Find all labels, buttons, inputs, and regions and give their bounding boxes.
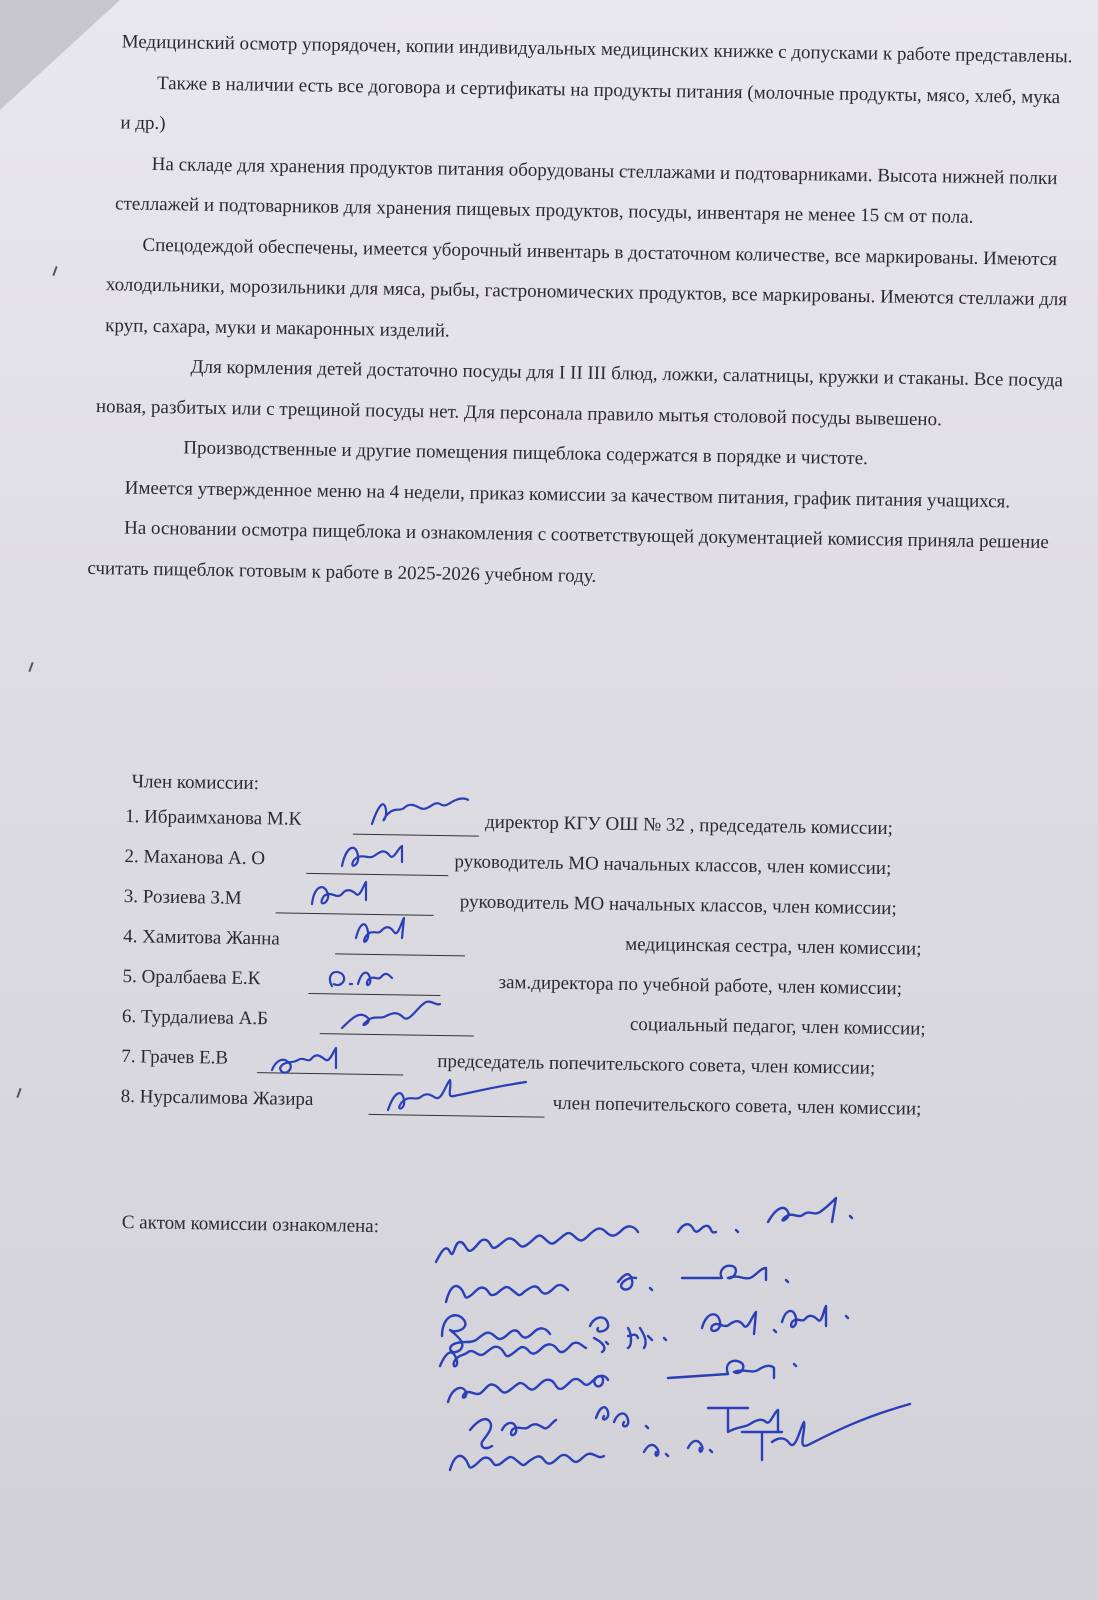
hand-line-6 xyxy=(470,1407,778,1448)
signature-line xyxy=(368,1114,544,1118)
members-heading: Член комиссии: xyxy=(131,771,260,795)
member-role: медицинская сестра, член комиссии; xyxy=(625,933,922,960)
act-body xyxy=(87,22,1076,604)
paragraph-dishes: Для кормления детей достаточно посуды для I II III блюд, ложки, салатницы, кружки и стаканы. Все посуда новая, разбитых или с трещиной посуды нет. Для персонала правило мытья столовой посуды вывешено. xyxy=(95,356,1064,430)
member-name: 5. Оралбаева Е.К xyxy=(122,966,261,990)
acknowledgement-label: С актом комиссии ознакомлена: xyxy=(121,1212,380,1238)
member-name: 3. Розиева З.М xyxy=(123,886,242,909)
hand-line-4 xyxy=(440,1306,848,1366)
member-role: директор КГУ ОШ № 32 , председатель комиссии; xyxy=(484,811,894,840)
signature-line xyxy=(335,953,465,956)
member-name: 7. Грачев Е.В xyxy=(121,1046,229,1069)
member-role: руководитель МО начальных классов, член комиссии; xyxy=(454,851,892,880)
member-name: 2. Маханова А. О xyxy=(124,846,266,870)
member-role: зам.директора по учебной работе, член комиссии; xyxy=(498,971,903,1000)
hand-line-5 xyxy=(448,1361,796,1402)
signature-line xyxy=(257,1072,403,1075)
hand-line-1 xyxy=(436,1198,852,1262)
member-role: председатель попечительского совета, член комиссии; xyxy=(437,1050,876,1079)
hand-line-2 xyxy=(446,1266,788,1302)
scan-speck xyxy=(52,266,57,276)
member-role: член попечительского совета, член комиссии; xyxy=(552,1092,922,1120)
member-name: 1. Ибраимханова М.К xyxy=(124,806,302,830)
paragraph-menu: Имеется утвержденное меню на 4 недели, приказ комиссии за качеством питания, график питания учащихся. xyxy=(124,477,1011,512)
member-role: руководитель МО начальных классов, член комиссии; xyxy=(459,891,897,920)
scan-speck xyxy=(28,662,33,672)
paragraph-decision: На основании осмотра пищеблока и ознакомления с соответствующей документацией комиссия приняла решение считать пищеблок готовым к работе в 2025-2026 учебном году. xyxy=(87,517,1049,587)
scan-speck xyxy=(16,1088,21,1098)
paragraph-contracts: Также в наличии есть все договора и сертификаты на продукты питания (молочные продукты, мясо, хлеб, мука и др.) xyxy=(120,72,1061,135)
signature-line xyxy=(320,1033,474,1036)
signature-line xyxy=(353,834,479,837)
paragraph-storage: На складе для хранения продуктов питания оборудованы стеллажами и подтоварниками. Высота нижней полки стеллажей и подтоварников для хранения пищевых продуктов, посуды, инвентаря не менее 15 см от пола. xyxy=(114,153,1058,228)
commission-members xyxy=(116,762,1022,1140)
paragraph-medical: Медицинский осмотр упорядочен, копии индивидуальных медицинских книжке с допусками к работе представлены. xyxy=(121,31,1073,68)
member-role: социальный педагог, член комиссии; xyxy=(629,1014,926,1040)
paragraph-premises: Производственные и другие помещения пищеблока содержатся в порядке и чистоте. xyxy=(183,437,869,470)
signature-line xyxy=(276,912,434,915)
hand-line-3 xyxy=(442,1312,776,1352)
member-name: 8. Нурсалимова Жазира xyxy=(120,1086,314,1111)
member-name: 4. Хамитова Жанна xyxy=(123,926,280,950)
member-name: 6. Турдалиева А.Б xyxy=(121,1006,269,1030)
paragraph-equipment: Спецодеждой обеспечены, имеется уборочный инвентарь в достаточном количестве, все маркированы. Имеются холодильники, морозильники для мяса, рыбы, гастрономических продуктов, все маркированы. Имеются стеллажи для круп, сахара, муки и макаронных изделий. xyxy=(105,234,1068,342)
signature-line xyxy=(306,873,448,876)
signature-line xyxy=(308,993,440,996)
hand-line-7 xyxy=(450,1404,910,1470)
